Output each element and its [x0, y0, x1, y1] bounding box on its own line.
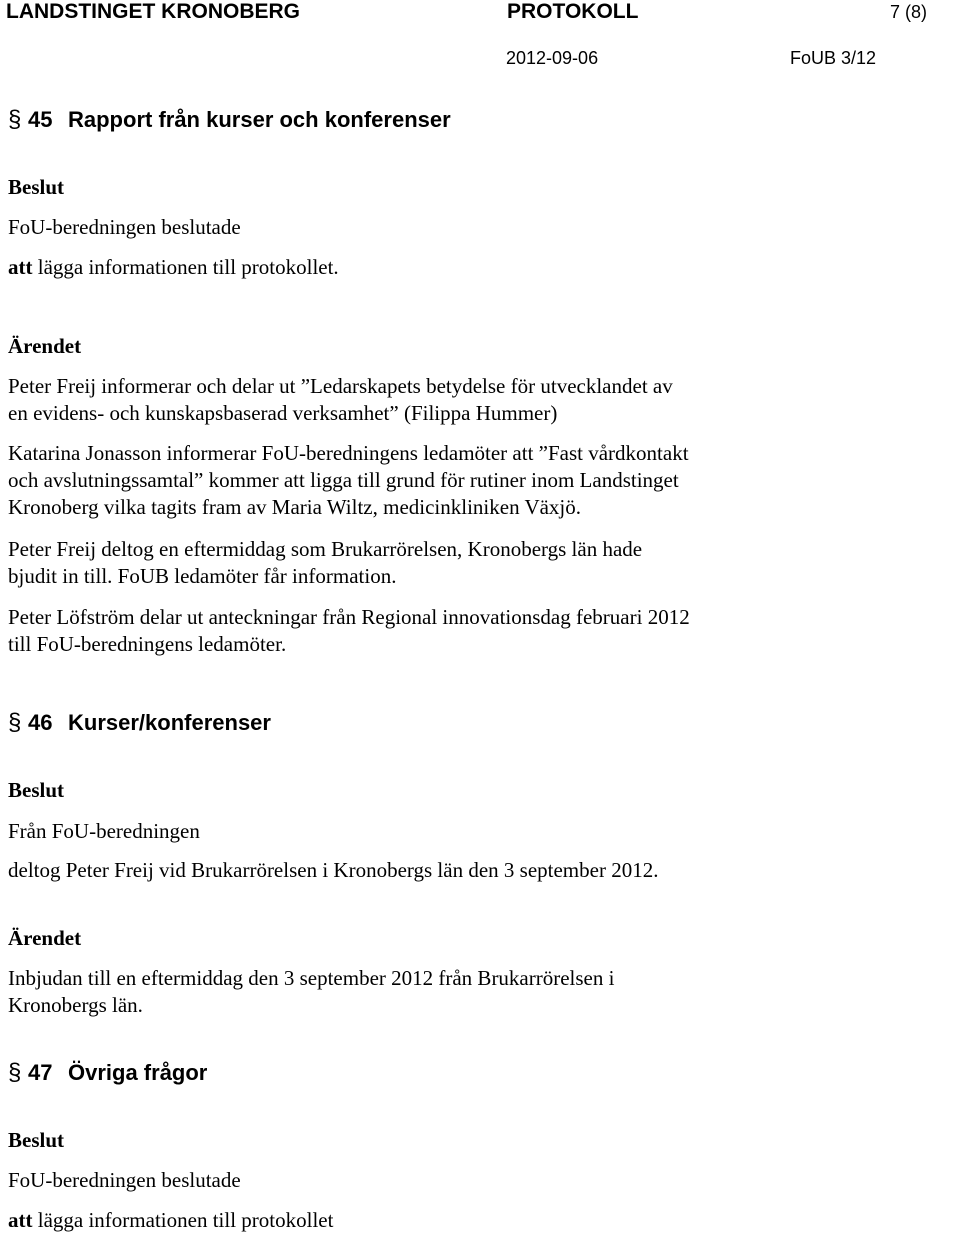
paragraph: [8, 440, 808, 521]
att-keyword: att: [8, 1208, 33, 1232]
arendet-label-46: Ärendet: [8, 926, 82, 950]
att-keyword: att: [8, 255, 33, 279]
paragraph-line: Kronoberg vilka tagits fram av Maria Wiltz, medicinkliniken Växjö.: [8, 495, 582, 519]
section-title: Kurser/konferenser: [68, 710, 271, 735]
section-number: 46: [28, 710, 53, 735]
beslut-text-45: FoU-beredningen beslutade: [8, 215, 241, 239]
paragraph: [8, 373, 808, 427]
paragraph: [8, 604, 808, 658]
paragraph-line: Katarina Jonasson informerar FoU-beredningens ledamöter att ”Fast vårdkontakt: [8, 441, 689, 465]
section-title: Övriga frågor: [68, 1060, 208, 1085]
page-number: 7 (8): [890, 2, 928, 22]
section-number: 47: [28, 1060, 53, 1085]
section-heading-47: [8, 1059, 207, 1087]
beslut-att-line-45: [8, 254, 339, 281]
paragraph: [8, 965, 808, 1019]
beslut-label-45: Beslut: [8, 175, 65, 199]
section-symbol: §: [8, 709, 22, 736]
att-text: lägga informationen till protokollet.: [32, 255, 339, 279]
document-reference: FoUB 3/12: [790, 48, 877, 68]
beslut-att-line-47: [8, 1207, 333, 1234]
beslut-label-46: Beslut: [8, 778, 65, 802]
paragraph-line: Peter Freij informerar och delar ut ”Ledarskapets betydelse för utvecklandet av: [8, 374, 673, 398]
paragraph-line: och avslutningssamtal” kommer att ligga till grund för rutiner inom Landstinget: [8, 468, 679, 492]
beslut-text-46-line2: deltog Peter Freij vid Brukarrörelsen i Kronobergs län den 3 september 2012.: [8, 858, 659, 882]
section-number: 45: [28, 107, 53, 132]
beslut-text-46: Från FoU-beredningen: [8, 819, 200, 843]
att-text: lägga informationen till protokollet: [32, 1208, 334, 1232]
beslut-text-47: FoU-beredningen beslutade: [8, 1168, 241, 1192]
section-symbol: §: [8, 106, 22, 133]
paragraph-line: bjudit in till. FoUB ledamöter får information.: [8, 564, 397, 588]
paragraph-line: till FoU-beredningens ledamöter.: [8, 632, 287, 656]
paragraph-line: Peter Freij deltog en eftermiddag som Brukarrörelsen, Kronobergs län hade: [8, 537, 643, 561]
arendet-label-45: Ärendet: [8, 334, 82, 358]
section-heading-46: [8, 709, 271, 737]
paragraph-line: en evidens- och kunskapsbaserad verksamhet” (Filippa Hummer): [8, 401, 558, 425]
section-title: Rapport från kurser och konferenser: [68, 107, 451, 132]
section-heading-45: [8, 106, 451, 134]
paragraph-line: Kronobergs län.: [8, 993, 143, 1017]
paragraph-line: Inbjudan till en eftermiddag den 3 september 2012 från Brukarrörelsen i: [8, 966, 615, 990]
beslut-label-47: Beslut: [8, 1128, 65, 1152]
organization-name: LANDSTINGET KRONOBERG: [6, 0, 300, 23]
document-date: 2012-09-06: [506, 48, 599, 68]
section-symbol: §: [8, 1059, 22, 1086]
paragraph-line: Peter Löfström delar ut anteckningar från Regional innovationsdag februari 2012: [8, 605, 690, 629]
document-type: PROTOKOLL: [507, 0, 639, 23]
paragraph: [8, 536, 808, 590]
